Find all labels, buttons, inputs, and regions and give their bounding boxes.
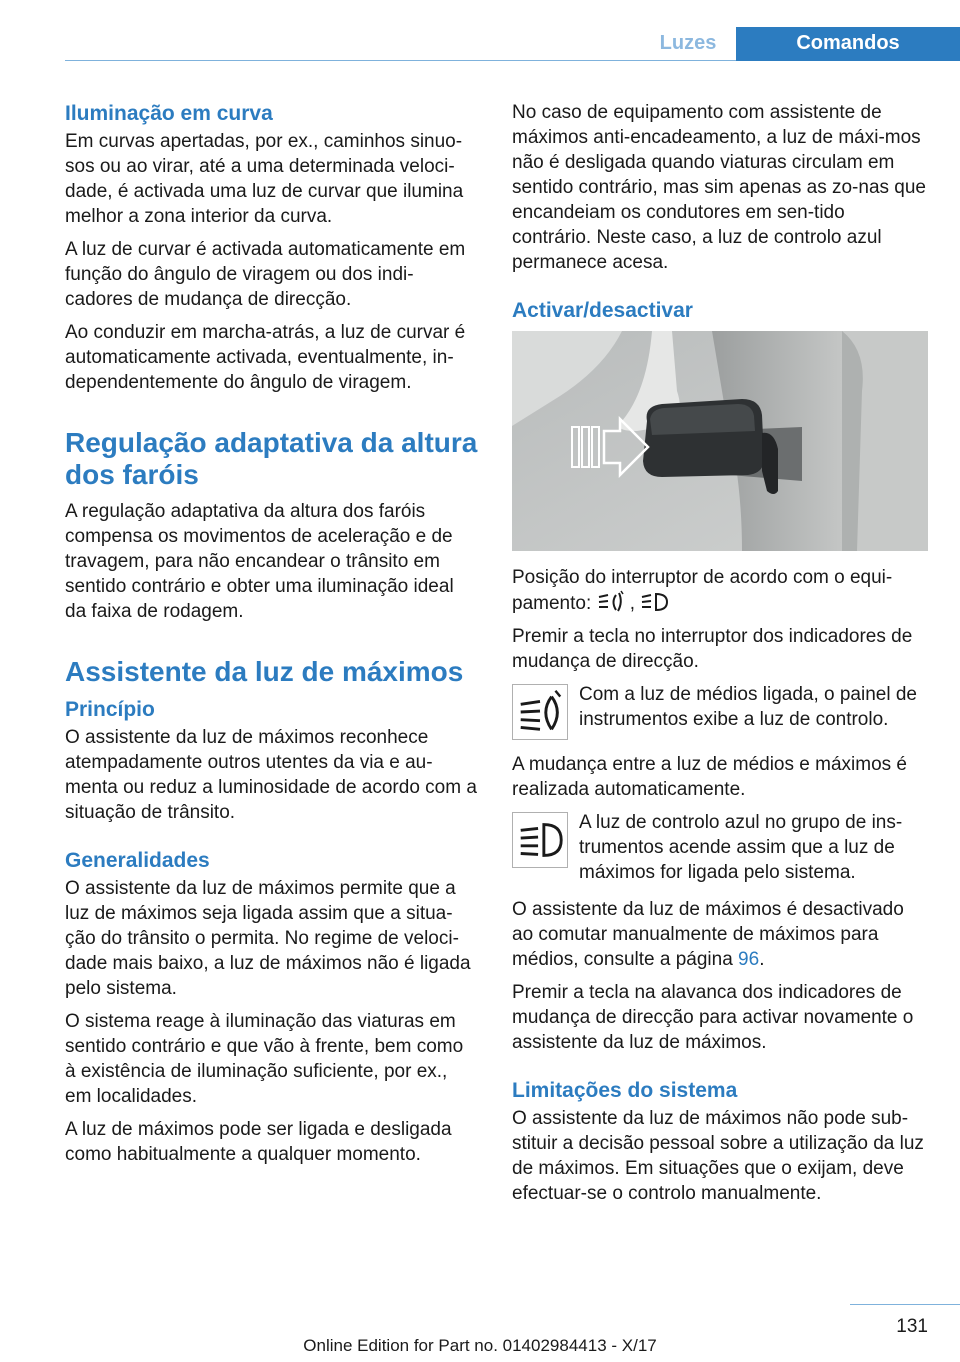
curve-light-paragraph-2: A luz de curvar é activada automaticamente em função do ângulo de viragem ou dos indi‐cadores de mudança de direcção. bbox=[65, 239, 466, 310]
high-beam-assistant-heading: Assistente da luz de máximos bbox=[65, 656, 464, 687]
left-column bbox=[65, 100, 478, 1175]
curve-light-heading: Iluminação em curva bbox=[65, 102, 273, 125]
switch-position-text: Posição do interruptor de acordo com o equi‐pamento: bbox=[512, 567, 893, 614]
high-beam-assistant-auto-icon bbox=[597, 590, 625, 614]
general-paragraph-3: A luz de máximos pode ser ligada e desligada como habitualmente a qualquer momento. bbox=[65, 1119, 452, 1165]
change-paragraph: A mudança entre a luz de médios e máximos é realizada automaticamente. bbox=[512, 754, 907, 800]
curve-light-paragraph-1: Em curvas apertadas, por ex., caminhos sinuo‐sos ou ao virar, até a uma determinada veloci‐dade, é activada uma luz de curvar que ilumina melhor a zona interior da curva. bbox=[65, 131, 464, 227]
reactivate-paragraph: Premir a tecla na alavanca dos indicadores de mudança de direcção para activar novamente o assistente da luz de máximos. bbox=[512, 982, 914, 1053]
page-reference-link[interactable]: 96 bbox=[738, 949, 760, 970]
general-heading: Generalidades bbox=[65, 849, 210, 872]
deactivate-text-end: . bbox=[759, 949, 765, 970]
switch-position-paragraph bbox=[512, 565, 928, 616]
adaptive-headlight-paragraph: A regulação adaptativa da altura dos faróis compensa os movimentos de aceleração e de travagem, para não encandear o trânsito em sentido contrário e obter uma iluminação ideal da faixa de rodagem. bbox=[65, 501, 454, 622]
deactivate-paragraph bbox=[512, 897, 928, 972]
footer-rule bbox=[850, 1304, 960, 1305]
turn-signal-lever-photo bbox=[512, 331, 928, 551]
activate-deactivate-heading: Activar/desactivar bbox=[512, 299, 693, 322]
anti-dazzle-paragraph: No caso de equipamento com assistente de máximos anti-encadeamento, a luz de máxi‐mos não é desligada quando viaturas circulam em sentido contrário, mas sim apenas as zo‐nas que encandeiam os condutores em sen‐tido contrário. Neste caso, a luz de controlo azul permanece acesa. bbox=[512, 102, 926, 273]
switch-separator: , bbox=[629, 593, 636, 614]
general-paragraph-2: O sistema reage à iluminação das viaturas em sentido contrário e que vão à frente, bem como à existência de iluminação suficiente, por ex., em localidades. bbox=[65, 1011, 464, 1107]
indicator-row-1 bbox=[512, 682, 928, 740]
principle-paragraph: O assistente da luz de máximos reconhece atempadamente outros utentes da via e au‐menta ou reduz a luminosidade de acordo com a situação de trânsito. bbox=[65, 727, 477, 823]
press-button-paragraph: Premir a tecla no interruptor dos indicadores de mudança de direcção. bbox=[512, 626, 913, 672]
high-beam-indicator-icon bbox=[512, 812, 568, 868]
high-beam-assistant-icon bbox=[640, 590, 668, 614]
general-paragraph-1: O assistente da luz de máximos permite que a luz de máximos seja ligada assim que a situa‐ção do trânsito o permita. No regime de veloci‐dade mais baixo, a luz de máximos não é ligada pelo sistema. bbox=[65, 878, 471, 999]
page-number: 131 bbox=[896, 1316, 928, 1337]
system-limits-heading: Limitações do sistema bbox=[512, 1079, 738, 1102]
deactivate-text: O assistente da luz de máximos é desactivado ao comutar manualmente de máximos para médios, consulte a página bbox=[512, 899, 904, 970]
right-column bbox=[512, 100, 928, 1214]
high-beam-assistant-auto-indicator-icon bbox=[512, 684, 568, 740]
indicator-row-2 bbox=[512, 810, 928, 885]
edition-footer: Online Edition for Part no. 01402984413 - X/17 bbox=[303, 1336, 657, 1355]
tab-section-luzes[interactable]: Luzes bbox=[659, 32, 717, 54]
indicator-2-text: A luz de controlo azul no grupo de ins‐trumentos acende assim que a luz de máximos for ligada pelo sistema. bbox=[579, 812, 903, 883]
system-limits-paragraph: O assistente da luz de máximos não pode sub‐stituir a decisão pessoal sobre a utilização da luz de máximos. Em situações que o exijam, deve efectuar-se o controlo manualmente. bbox=[512, 1108, 924, 1204]
curve-light-paragraph-3: Ao conduzir em marcha-atrás, a luz de curvar é automaticamente activada, eventualmente, in‐dependentemente do ângulo de viragem. bbox=[65, 322, 466, 393]
principle-heading: Princípio bbox=[65, 698, 155, 721]
adaptive-headlight-heading: Regulação adaptativa da altura dos faróis bbox=[65, 427, 478, 490]
tab-chapter-comandos[interactable]: Comandos bbox=[736, 27, 960, 61]
indicator-1-text: Com a luz de médios ligada, o painel de instrumentos exibe a luz de controlo. bbox=[579, 684, 917, 730]
